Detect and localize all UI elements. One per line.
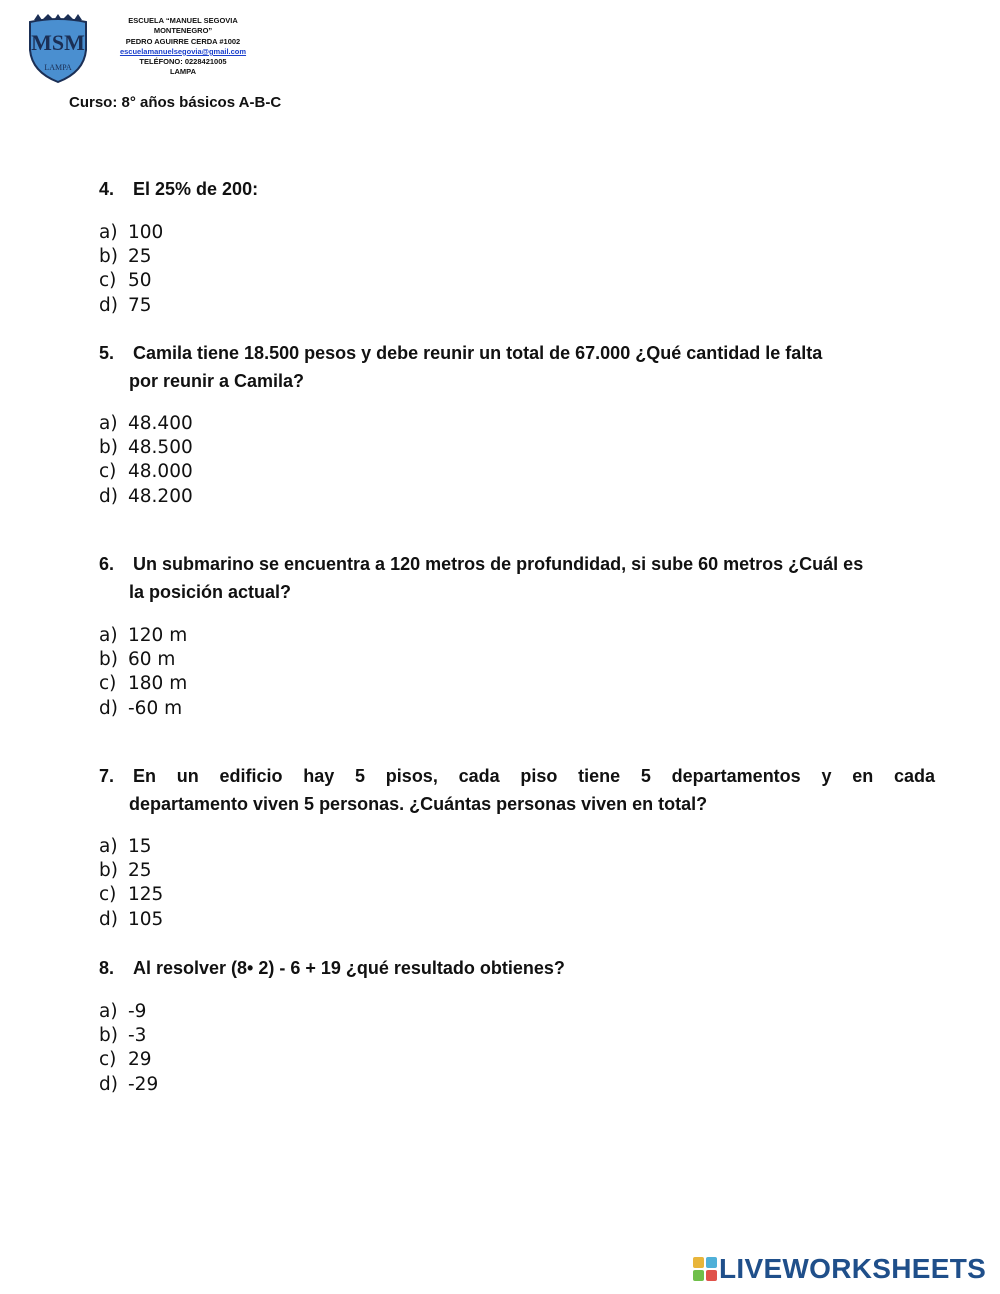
school-email-link[interactable]: escuelamanuelsegovia@gmail.com bbox=[119, 46, 247, 56]
option-d[interactable]: d) 105 bbox=[99, 908, 164, 930]
logo-sub: LAMPA bbox=[44, 63, 72, 72]
option-b[interactable]: b) -3 bbox=[99, 1025, 147, 1047]
question-text-line1: Un submarino se encuentra a 120 metros de profundidad, si sube 60 metros ¿Cuál es bbox=[133, 554, 864, 574]
option-c[interactable]: c) 125 bbox=[99, 884, 164, 906]
options-6 bbox=[99, 624, 187, 721]
question-text-line1: En un edificio hay 5 pisos, cada piso tiene 5 departamentos y en cada bbox=[133, 766, 935, 786]
question-text-line1: Camila tiene 18.500 pesos y debe reunir un total de 67.000 ¿Qué cantidad le falta bbox=[133, 343, 823, 363]
question-text: El 25% de 200: bbox=[133, 179, 259, 199]
options-7 bbox=[99, 835, 163, 932]
option-d[interactable]: d) -60 m bbox=[99, 697, 183, 719]
option-c[interactable]: c) 180 m bbox=[99, 673, 188, 695]
logo-letters: MSM bbox=[31, 30, 85, 55]
option-c[interactable]: c) 29 bbox=[99, 1049, 152, 1071]
question-4 bbox=[99, 175, 935, 203]
question-text: Al resolver (8• 2) - 6 + 19 ¿qué resultado obtienes? bbox=[133, 958, 565, 978]
option-a[interactable]: a) 15 bbox=[99, 836, 152, 857]
course-label: Curso: 8° años básicos A-B-C bbox=[69, 94, 282, 111]
option-d[interactable]: d) 48.200 bbox=[99, 485, 193, 507]
brand-name: LIVEWORKSHEETS bbox=[719, 1253, 987, 1284]
option-a[interactable]: a) 48.400 bbox=[99, 413, 193, 434]
option-a[interactable]: a) -9 bbox=[99, 1001, 147, 1022]
option-b[interactable]: b) 60 m bbox=[99, 649, 176, 671]
question-text-line2: la posición actual? bbox=[129, 582, 292, 602]
option-a[interactable]: a) 120 m bbox=[99, 625, 188, 646]
question-number: 4. bbox=[99, 179, 115, 199]
school-logo bbox=[26, 12, 90, 84]
liveworksheets-brand bbox=[692, 1254, 986, 1284]
option-d[interactable]: d) -29 bbox=[99, 1073, 159, 1095]
question-number: 8. bbox=[99, 958, 115, 978]
school-info bbox=[100, 16, 266, 78]
option-b[interactable]: b) 48.500 bbox=[99, 437, 193, 459]
option-a[interactable]: a) 100 bbox=[99, 222, 164, 243]
question-6 bbox=[99, 550, 935, 606]
option-d[interactable]: d) 75 bbox=[99, 294, 152, 316]
question-text-line2: departamento viven 5 personas. ¿Cuántas personas viven en total? bbox=[129, 794, 708, 814]
option-c[interactable]: c) 48.000 bbox=[99, 461, 193, 483]
school-phone: TELÉFONO: 0228421005 bbox=[139, 57, 227, 67]
school-city: LAMPA bbox=[169, 67, 197, 77]
question-7 bbox=[99, 762, 935, 818]
school-name-line1: ESCUELA “MANUEL SEGOVIA bbox=[128, 16, 238, 25]
question-5 bbox=[99, 339, 935, 395]
school-address: PEDRO AGUIRRE CERDA #1002 bbox=[125, 36, 241, 46]
option-c[interactable]: c) 50 bbox=[99, 270, 152, 292]
question-number: 6. bbox=[99, 554, 115, 574]
question-8 bbox=[99, 954, 935, 982]
options-8 bbox=[99, 1000, 158, 1097]
question-text-line2: por reunir a Camila? bbox=[129, 371, 305, 391]
options-4 bbox=[99, 221, 163, 318]
options-5 bbox=[99, 412, 193, 509]
school-name-line2: MONTENEGRO” bbox=[153, 26, 213, 36]
question-number: 7. bbox=[99, 766, 115, 786]
option-b[interactable]: b) 25 bbox=[99, 860, 152, 882]
option-b[interactable]: b) 25 bbox=[99, 246, 152, 268]
liveworksheets-logo-icon bbox=[692, 1256, 718, 1282]
question-number: 5. bbox=[99, 343, 115, 363]
